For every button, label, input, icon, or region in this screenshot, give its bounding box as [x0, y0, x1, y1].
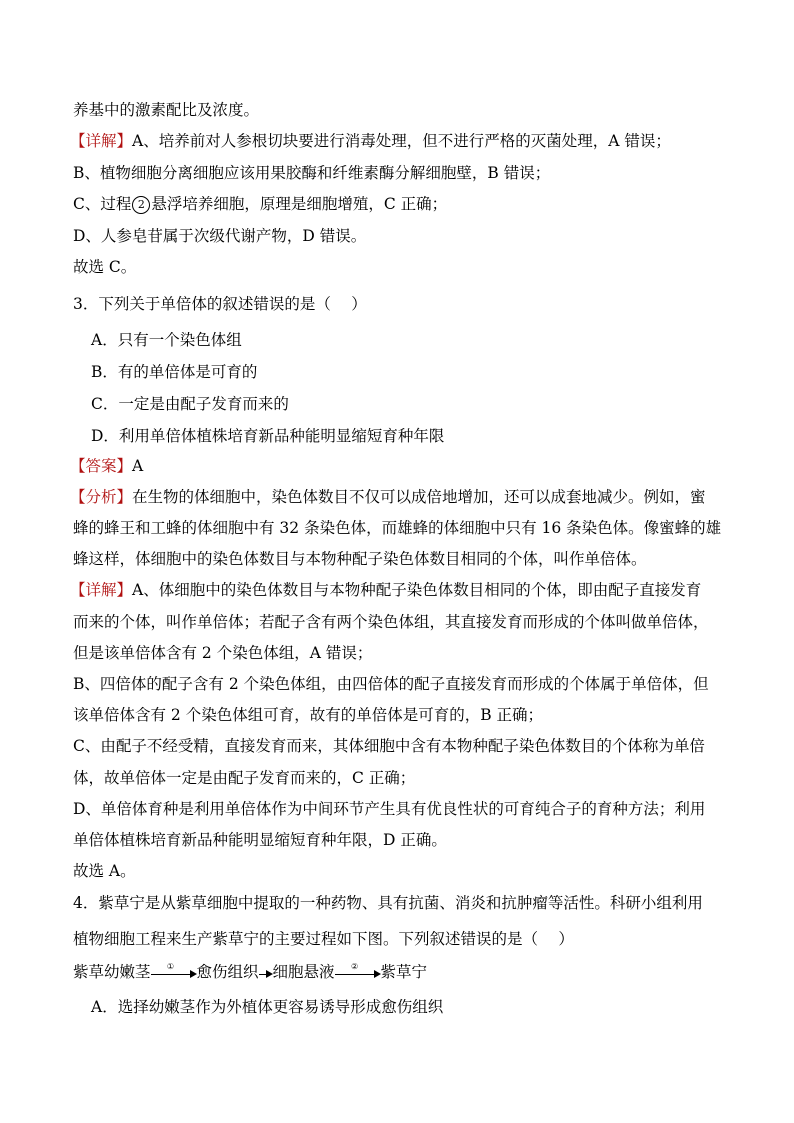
q2-detail-c [73, 194, 447, 214]
q2-detail-a-text: A、培养前对人参根切块要进行消毒处理，但不进行严格的灭菌处理，A 错误； [132, 132, 671, 150]
flow-arrow-1 [151, 962, 197, 982]
q3-detail-9: 单倍体植株培育新品种能明显缩短育种年限，D 正确。 [73, 831, 447, 849]
q3-answer [70, 456, 143, 476]
q4-stem-1: 4．紫草宁是从紫草细胞中提取的一种药物、具有抗菌、消炎和抗肿瘤等活性。科研小组利用 [73, 894, 703, 912]
q3-detail-1 [70, 580, 701, 600]
q3-detail-4: B、四倍体的配子含有 2 个染色体组，由四倍体的配子直接发育而形成的个体属于单倍体，但 [73, 675, 709, 693]
process-flow-diagram [73, 962, 427, 982]
q3-analysis-1-text: 在生物的体细胞中，染色体数目不仅可以成倍地增加，还可以成套地减少。例如，蜜 [132, 488, 706, 506]
flow-step-shikonin: 紫草宁 [380, 963, 428, 981]
q3-analysis-1 [70, 487, 706, 507]
answer-tag: 【答案】 [70, 457, 133, 475]
q3-analysis-2: 蜂的蜂王和工蜂的体细胞中有 32 条染色体，而雄蜂的体细胞中只有 16 条染色体。像蜜蜂的雄 [73, 519, 722, 537]
q3-option-a: A．只有一个染色体组 [91, 331, 242, 349]
q3-detail-2: 而来的个体，叫作单倍体；若配子含有两个染色体组，其直接发育而形成的个体叫做单倍体， [73, 613, 709, 631]
detail-tag: 【详解】 [70, 132, 133, 150]
q3-detail-3: 但是该单倍体含有 2 个染色体组，A 错误； [73, 644, 373, 662]
q3-option-b: B．有的单倍体是可育的 [91, 363, 258, 381]
q3-stem: 3．下列关于单倍体的叙述错误的是（ ） [73, 295, 367, 313]
q3-detail-5: 该单倍体含有 2 个染色体组可育，故有的单倍体是可育的，B 正确； [73, 706, 544, 724]
q3-analysis-3: 蜂这样，体细胞中的染色体数目与本物种配子染色体数目相同的个体，叫作单倍体。 [73, 550, 647, 568]
flow-step-suspension: 细胞悬液 [272, 963, 335, 981]
arrow-head-icon [266, 970, 273, 978]
q3-option-d: D．利用单倍体植株培育新品种能明显缩短育种年限 [91, 427, 445, 445]
q4-option-a: A．选择幼嫩茎作为外植体更容易诱导形成愈伤组织 [91, 998, 444, 1016]
arrow-head-icon [190, 970, 197, 978]
q2-detail-a [70, 131, 671, 151]
arrow-shaft [151, 974, 191, 975]
q4-stem-2: 植物细胞工程来生产紫草宁的主要过程如下图。下列叙述错误的是（ ） [73, 930, 574, 948]
q3-detail-7: 体，故单倍体一定是由配子发育而来的，C 正确； [73, 769, 416, 787]
q2-choose: 故选 C。 [73, 258, 137, 276]
flow-arrow-3-label: ② [350, 962, 359, 971]
flow-arrow-3 [335, 962, 381, 982]
flow-step-stem: 紫草幼嫩茎 [73, 963, 151, 981]
q2-detail-c-post: 悬浮培养细胞，原理是细胞增殖，C 正确； [151, 195, 448, 213]
q3-answer-value: A [132, 457, 144, 475]
flow-arrow-1-label: ① [166, 962, 175, 971]
q3-detail-6: C、由配子不经受精，直接发育而来，其体细胞中含有本物种配子染色体数目的个体称为单倍 [73, 737, 705, 755]
q2-tail-text: 养基中的激素配比及浓度。 [73, 101, 260, 119]
q2-detail-b: B、植物细胞分离细胞应该用果胶酶和纤维素酶分解细胞壁，B 错误； [73, 164, 551, 182]
flow-step-callus: 愈伤组织 [196, 963, 259, 981]
q3-detail-1-text: A、体细胞中的染色体数目与本物种配子染色体数目相同的个体，即由配子直接发育 [132, 581, 702, 599]
q2-detail-d: D、人参皂苷属于次级代谢产物，D 错误。 [73, 227, 367, 245]
arrow-shaft [335, 974, 375, 975]
q3-option-c: C．一定是由配子发育而来的 [91, 395, 289, 413]
detail-tag: 【详解】 [70, 581, 133, 599]
circled-number-2: 2 [132, 196, 150, 214]
analysis-tag: 【分析】 [70, 488, 133, 506]
arrow-head-icon [374, 970, 381, 978]
q3-choose: 故选 A。 [73, 862, 136, 880]
q2-detail-c-pre: C、过程 [73, 195, 132, 213]
q3-detail-8: D、单倍体育种是利用单倍体作为中间环节产生具有优良性状的可育纯合子的育种方法；利用 [73, 800, 706, 818]
flow-arrow-2 [259, 962, 273, 982]
